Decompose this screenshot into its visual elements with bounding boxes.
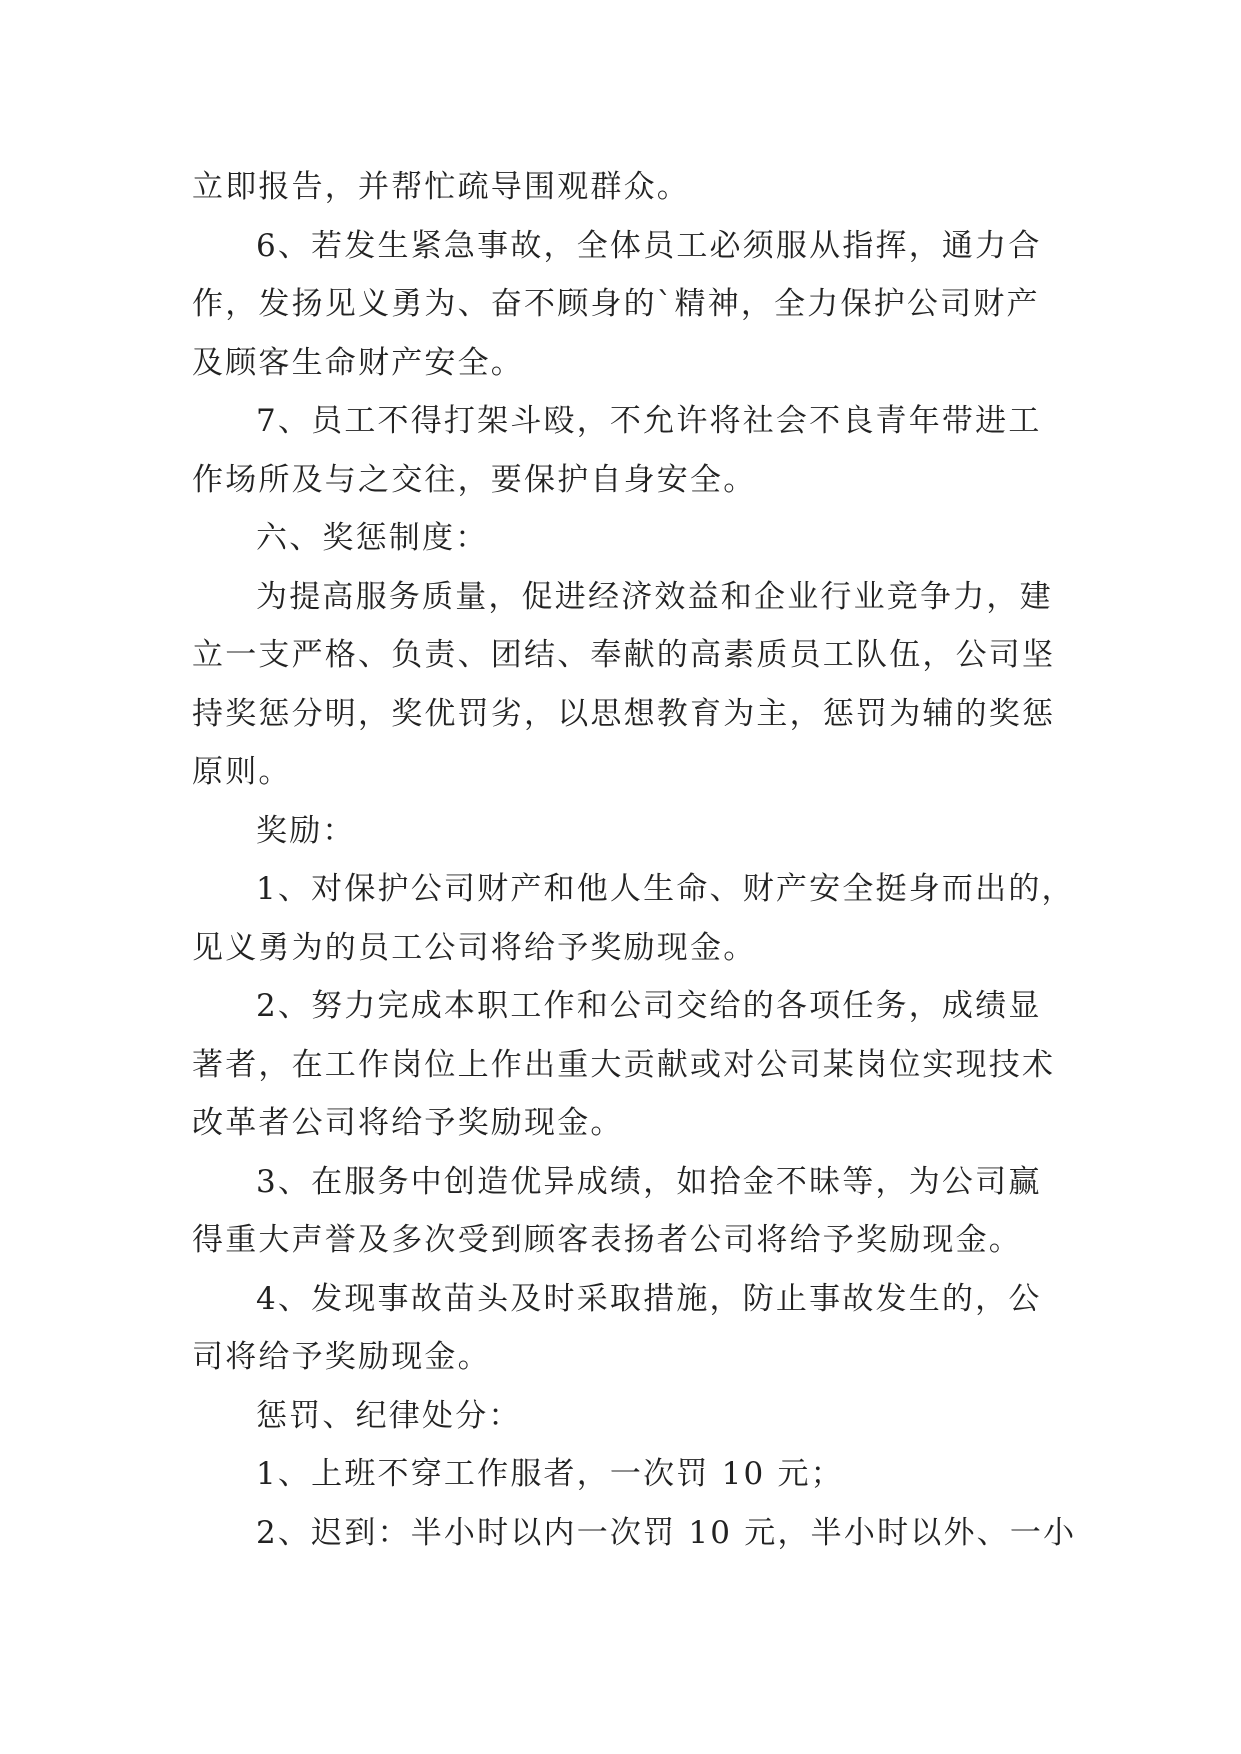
text-line: 司将给予奖励现金。 (192, 1339, 491, 1375)
text-line: 1、上班不穿工作服者，一次罚 10 元； (256, 1456, 844, 1492)
text-line: 原则。 (192, 754, 292, 790)
text-line: 作场所及与之交往，要保护自身安全。 (192, 461, 757, 498)
text-line: 持奖惩分明，奖优罚劣，以思想教育为主，惩罚为辅的奖惩 (192, 695, 1056, 732)
subsection-heading: 惩罚、纪律处分： (256, 1397, 522, 1434)
text-line: 及顾客生命财产安全。 (192, 344, 524, 381)
text-line: 得重大声誉及多次受到顾客表扬者公司将给予奖励现金。 (192, 1222, 1022, 1258)
text-line: 作，发扬见义勇为、奋不顾身的`精神，全力保护公司财产 (192, 286, 1040, 322)
text-line: 立即报告，并帮忙疏导围观群众。 (192, 169, 690, 205)
document-body (192, 158, 1077, 1562)
text-line: 2、努力完成本职工作和公司交给的各项任务，成绩显 (256, 988, 1042, 1024)
text-line: 3、在服务中创造优异成绩，如拾金不昧等，为公司赢 (256, 1163, 1042, 1200)
text-line: 著者，在工作岗位上作出重大贡献或对公司某岗位实现技术 (192, 1046, 1056, 1083)
section-heading: 六、奖惩制度： (256, 520, 489, 556)
text-line: 立一支严格、负责、团结、奉献的高素质员工队伍，公司坚 (192, 637, 1056, 673)
subsection-heading: 奖励： (256, 812, 356, 849)
text-line: 7、员工不得打架斗殴，不允许将社会不良青年带进工 (256, 403, 1042, 439)
text-line: 6、若发生紧急事故，全体员工必须服从指挥，通力合 (256, 227, 1042, 264)
text-line: 见义勇为的员工公司将给予奖励现金。 (192, 929, 757, 966)
text-line: 改革者公司将给予奖励现金。 (192, 1105, 624, 1141)
text-line: 1、对保护公司财产和他人生命、财产安全挺身而出的， (256, 871, 1075, 907)
text-line: 为提高服务质量，促进经济效益和企业行业竞争力，建 (256, 578, 1053, 615)
text-line: 2、迟到：半小时以内一次罚 10 元，半小时以外、一小 (256, 1514, 1077, 1551)
text-line: 4、发现事故苗头及时采取措施，防止事故发生的，公 (256, 1280, 1042, 1317)
